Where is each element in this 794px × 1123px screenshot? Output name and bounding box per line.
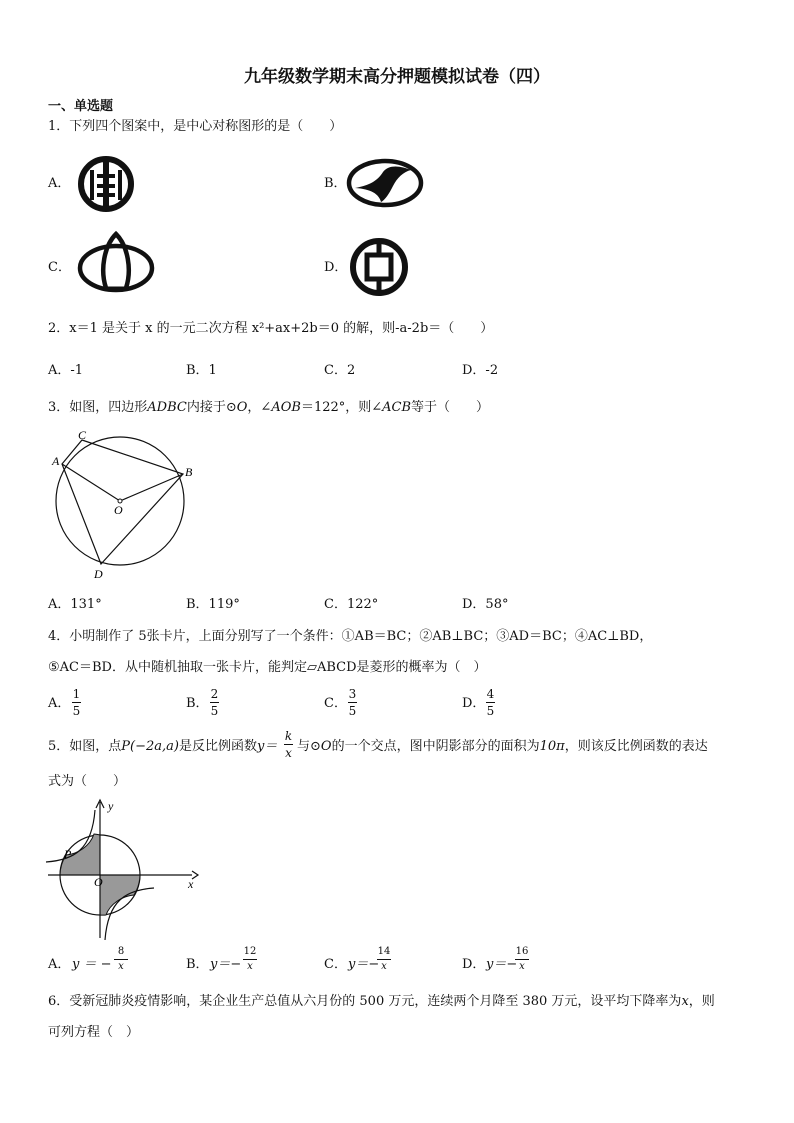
q4-option-b-label: B． xyxy=(186,696,209,711)
q1-option-a-label: A． xyxy=(48,176,71,191)
q5-option-c-fraction: 14 x xyxy=(377,946,391,972)
q3-option-b: B．119° xyxy=(186,597,240,612)
q4-option-c-label: C． xyxy=(324,696,347,711)
q4-option-c-fraction: 3 5 xyxy=(348,687,357,718)
q2-option-c: C．2 xyxy=(324,363,356,378)
q5-graph-figure xyxy=(44,798,204,943)
section-heading: 一、单选题 xyxy=(48,99,114,114)
q4-option-d-fraction: 4 5 xyxy=(486,687,495,718)
q2-stem: 2．x＝1 是关于 x 的一元二次方程 x²+ax+2b＝0 的解，则-a-2b＝（ ） xyxy=(48,321,494,336)
q5-stem-part2: 与⊙O的一个交点，图中阴影部分的面积为10π，则该反比例函数的表达 xyxy=(297,739,708,754)
q5-option-c-pre: y＝− xyxy=(348,957,380,972)
q3-option-a: A．131° xyxy=(48,597,102,612)
label-d: D xyxy=(94,567,103,581)
label-c: C xyxy=(78,428,87,442)
label-b: B xyxy=(185,465,193,479)
q1-option-c-label: C． xyxy=(48,260,71,275)
q3-option-d: D．58° xyxy=(462,597,509,612)
q1-option-c-figure xyxy=(76,230,156,294)
q6-line2: 可列方程（ ） xyxy=(48,1025,140,1040)
q4-option-b-fraction: 2 5 xyxy=(210,687,219,718)
q4-line2: ⑤AC＝BD．从中随机抽取一张卡片，能判定▱ABCD是菱形的概率为（ ） xyxy=(48,660,487,675)
q5-function-fraction: k x xyxy=(284,729,293,760)
q2-option-b: B．1 xyxy=(186,363,217,378)
q5-option-b-pre: y＝− xyxy=(210,957,242,972)
q3-circle-figure xyxy=(48,428,208,583)
q3-option-c: C．122° xyxy=(324,597,379,612)
q5-option-c-label: C． xyxy=(324,957,347,972)
q4-line1: 4．小明制作了 5张卡片，上面分别写了一个条件：①AB＝BC；②AB⊥BC；③AD＝BC；④AC⊥BD， xyxy=(48,629,653,644)
q5-option-a-pre: y ＝ − xyxy=(72,957,112,972)
q5-option-a-fraction: 8 x xyxy=(114,947,128,972)
label-x: x xyxy=(188,877,194,891)
q5-stem-part1: 5．如图，点P(−2a,a)是反比例函数y＝ xyxy=(48,739,278,754)
q5-option-a-label: A． xyxy=(48,957,71,972)
q1-option-b-label: B． xyxy=(324,176,347,191)
q5-stem-line2: 式为（ ） xyxy=(48,774,127,789)
q4-option-a-label: A． xyxy=(48,696,71,711)
q1-option-b-figure xyxy=(345,158,425,208)
q5-option-d-pre: y＝− xyxy=(486,957,518,972)
q5-option-b-label: B． xyxy=(186,957,209,972)
q1-option-d-figure xyxy=(348,236,410,298)
q1-option-a-figure xyxy=(76,153,136,215)
q3-stem: 3．如图，四边形ADBC内接于⊙O，∠AOB＝122°，则∠ACB等于（ ） xyxy=(48,400,490,415)
q1-option-d-label: D． xyxy=(324,260,348,275)
q5-option-d-label: D． xyxy=(462,957,486,972)
q1-stem: 1．下列四个图案中，是中心对称图形的是（ ） xyxy=(48,119,343,134)
label-p: P xyxy=(64,847,72,861)
label-o: O xyxy=(94,875,103,889)
q5-option-d-fraction: 16 x xyxy=(515,946,529,972)
q4-option-a-fraction: 1 5 xyxy=(72,687,81,718)
q2-option-d: D．-2 xyxy=(462,363,499,378)
q2-option-a: A．-1 xyxy=(48,363,84,378)
q6-line1: 6．受新冠肺炎疫情影响，某企业生产总值从六月份的 500 万元，连续两个月降至 380 万元，设平均下降率为x，则 xyxy=(48,994,715,1009)
label-a: A xyxy=(52,454,60,468)
q4-option-d-label: D． xyxy=(462,696,486,711)
page-title: 九年级数学期末高分押题模拟试卷（四） xyxy=(244,67,550,87)
label-o: O xyxy=(114,503,123,517)
q5-option-b-fraction: 12 x xyxy=(243,946,257,972)
label-y: y xyxy=(108,799,114,813)
